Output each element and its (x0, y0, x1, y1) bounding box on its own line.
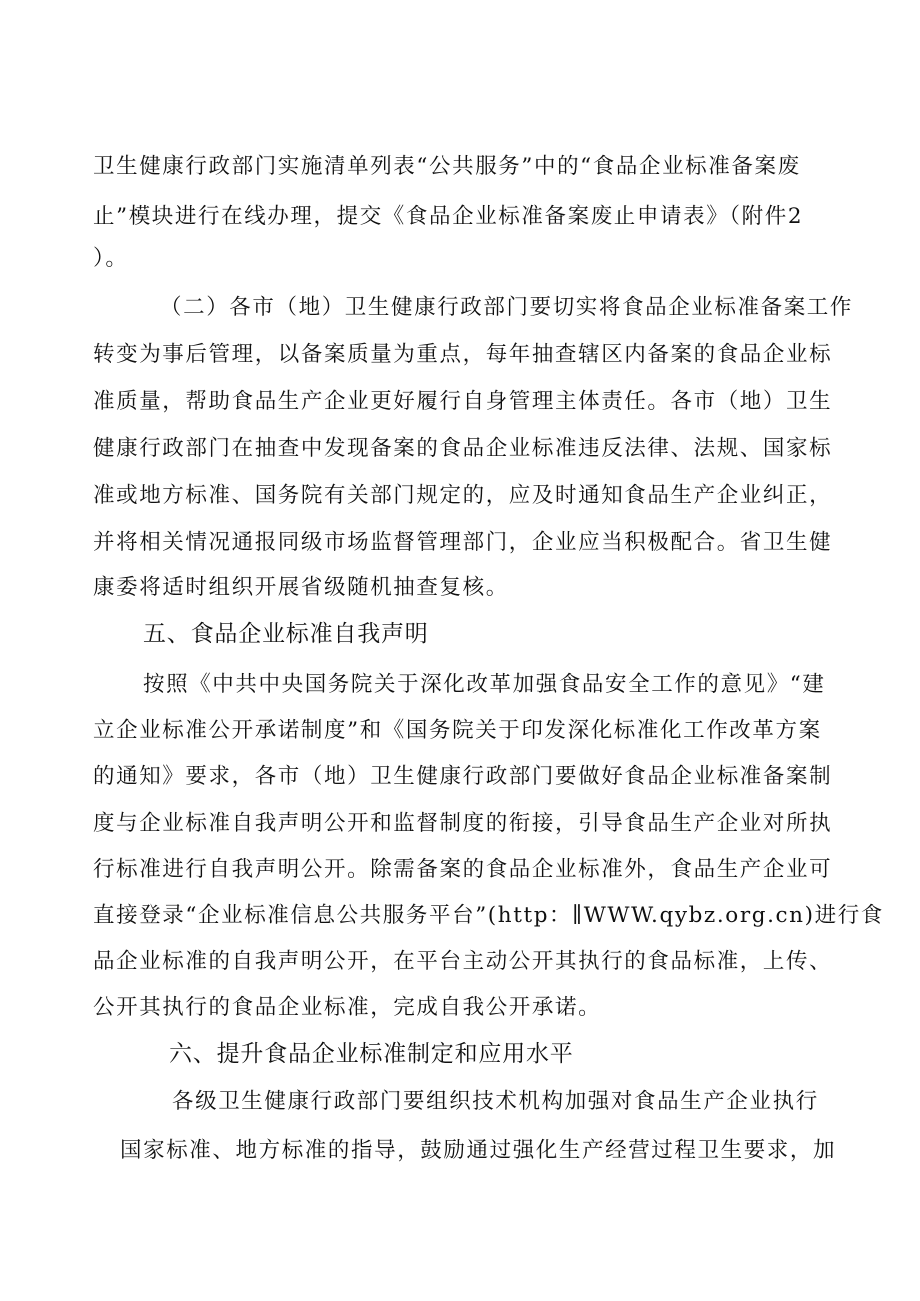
body-text-line: 的通知》要求，各市（地）卫生健康行政部门要做好食品企业标准备案制 (93, 764, 833, 789)
body-text-line: （二）各市（地）卫生健康行政部门要切实将食品企业标准备案工作 (160, 295, 854, 320)
section-heading: 五、食品企业标准自我声明 (143, 621, 429, 647)
body-text-line: 准质量，帮助食品生产企业更好履行自身管理主体责任。各市（地）卫生 (93, 389, 833, 414)
body-text-line: 行标准进行自我声明公开。除需备案的食品企业标准外，食品生产企业可 (93, 857, 833, 882)
body-text-line: 康委将适时组织开展省级随机抽查复核。 (93, 575, 509, 600)
body-text-line: 直接登录“企业标准信息公共服务平台”(http：∥WWW.qybz.org.cn)进行食 (93, 903, 884, 928)
body-text-line: 准或地方标准、国务院有关部门规定的，应及时通知食品生产企业纠正， (93, 483, 833, 508)
body-text-line: 转变为事后管理，以备案质量为重点，每年抽查辖区内备案的食品企业标 (93, 342, 833, 367)
body-text-line: 立企业标准公开承诺制度”和《国务院关于印发深化标准化工作改革方案 (93, 718, 822, 743)
body-text-line: 各级卫生健康行政部门要组织技术机构加强对食品生产企业执行 (172, 1089, 819, 1114)
body-text-line: 公开其执行的食品企业标准，完成自我公开承诺。 (93, 995, 602, 1020)
body-text-line: 并将相关情况通报同级市场监督管理部门，企业应当积极配合。省卫生健 (93, 530, 833, 555)
body-text-line: 按照《中共中央国务院关于深化改革加强食品安全工作的意见》“建 (143, 672, 826, 697)
section-heading: 六、提升食品企业标准制定和应用水平 (169, 1041, 574, 1067)
body-text-line: 止”模块进行在线办理，提交《食品企业标准备案废止申请表》（附件2 (93, 204, 804, 229)
body-text-line: 品企业标准的自我声明公开，在平台主动公开其执行的食品标准，上传、 (93, 949, 833, 974)
body-text-line: 卫生健康行政部门实施清单列表“公共服务”中的“食品企业标准备案废 (93, 154, 801, 179)
body-text-line: 度与企业标准自我声明公开和监督制度的衔接，引导食品生产企业对所执 (93, 811, 833, 836)
body-text-line: 健康行政部门在抽查中发现备案的食品企业标准违反法律、法规、国家标 (93, 436, 833, 461)
body-text-line: 国家标准、地方标准的指导，鼓励通过强化生产经营过程卫生要求，加 (120, 1138, 837, 1163)
body-text-line: ）。 (93, 246, 129, 271)
